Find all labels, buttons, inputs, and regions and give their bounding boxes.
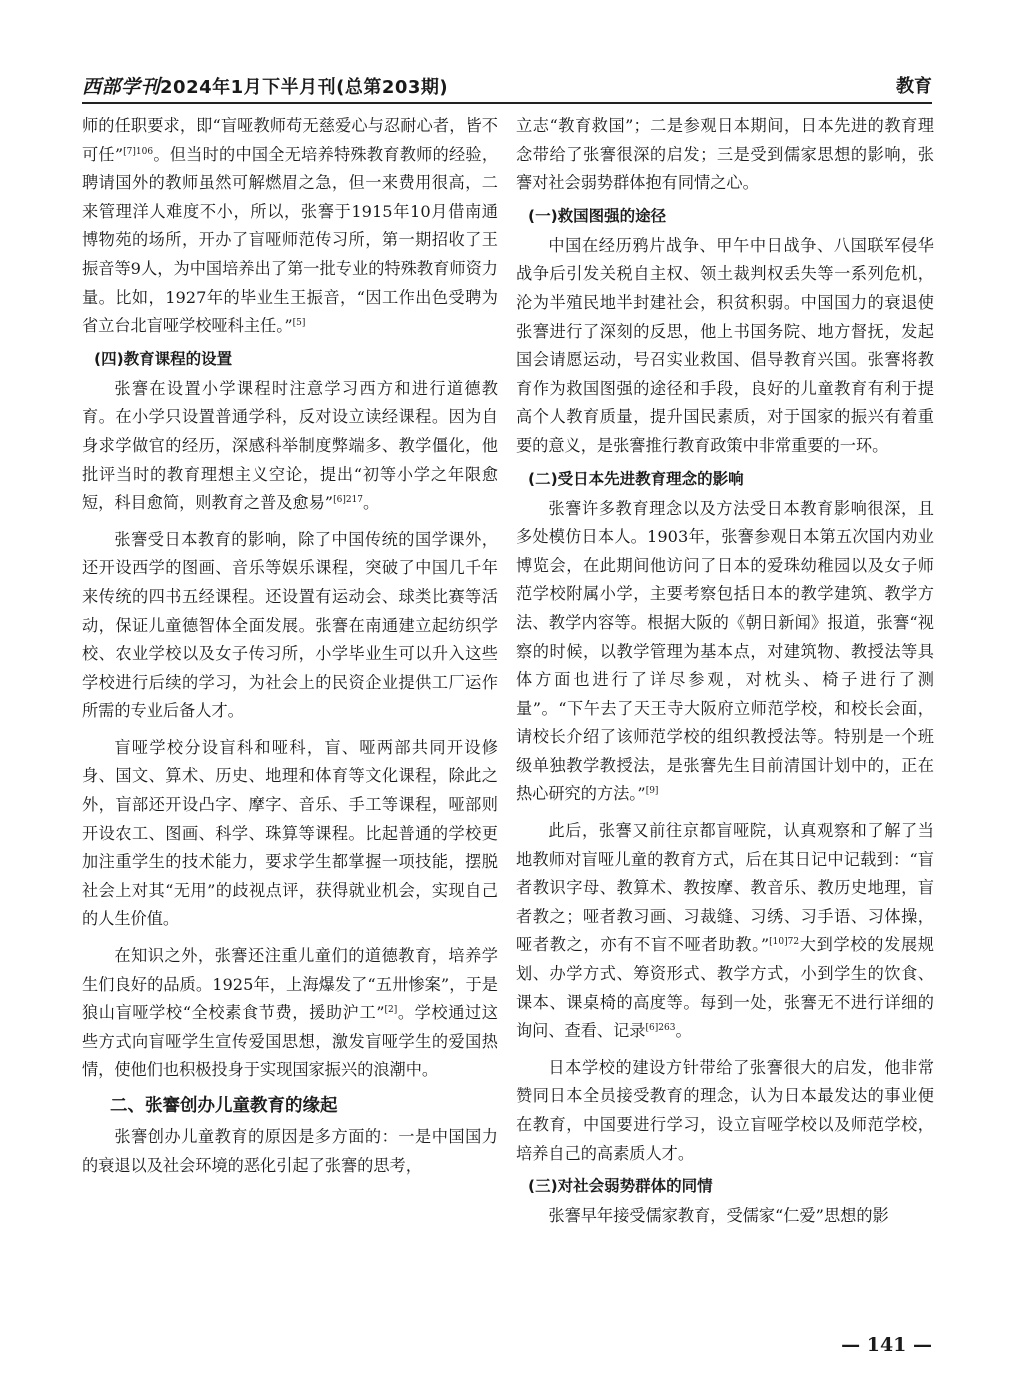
journal-issue: 2024年1月下半月刊(总第203期) — [160, 77, 449, 98]
page-header — [82, 66, 932, 104]
citation: [10]72 — [769, 937, 800, 948]
subsection-heading: (四)教育课程的设置 — [94, 349, 233, 368]
paragraph: 立志“教育救国”；二是参观日本期间，日本先进的教育理念带给了张謇很深的启发；三是受到儒家思想的影响，张謇对社会弱势群体抱有同情之心。 — [516, 116, 934, 193]
paragraph: 张謇许多教育理念以及方法受日本教育影响很深，且多处模仿日本人。1903年，张謇参观日本第五次国内劝业博览会，在此期间他访问了日本的爱珠幼稚园以及女子师范学校附属小学，主要考察包括日本的教学建筑、教学方法、教学内容等。根据大阪的《朝日新闻》报道，张謇“视察的时候，以教学管理为基本点，对建筑物、教授法等具体方面也进行了详尽参观，对枕头、椅子进行了测量”。“下午去了天王寺大阪府立师范学校，和校长会面，请校长介绍了该师范学校的组织教授法等。特别是一个班级单独教学教授法，是张謇先生目前清国计划中的，正在热心研究的方法。”[9] — [516, 498, 934, 804]
citation: [2] — [384, 1005, 398, 1016]
paragraph: 张謇早年接受儒家教育，受儒家“仁爱”思想的影 — [548, 1206, 889, 1226]
subsection-heading: (一)救国图强的途径 — [528, 206, 667, 225]
paragraph: 张謇创办儿童教育的原因是多方面的：一是中国国力的衰退以及社会环境的恶化引起了张謇的思考， — [82, 1127, 498, 1175]
paragraph: 张謇在设置小学课程时注意学习西方和进行道德教育。在小学只设置普通学科，反对设立读经课程。因为自身求学做官的经历，深感科举制度弊端多、教学僵化，他批评当时的教育理想主义空论，提出“初等小学之年限愈短，科目愈简，则教育之普及愈易”$^{[6]217}$。 — [82, 378, 498, 513]
right-column — [516, 112, 934, 1231]
paragraph: 中国在经历鸦片战争、甲午中日战争、八国联军侵华战争后引发关税自主权、领土裁判权丢失等一系列危机，沦为半殖民地半封建社会，积贫积弱。中国国力的衰退使张謇进行了深刻的反思，他上书国务院、地方督抚，发起国会请愿运动，号召实业救国、倡导教育兴国。张謇将教育作为救国图强的途径和手段，良好的儿童教育有利于提高个人教育质量，提升国民素质，对于国家的振兴有着重要的意义，是张謇推行教育政策中非常重要的一环。 — [516, 235, 934, 455]
citation: [9] — [645, 786, 659, 797]
paragraph: 在知识之外，张謇还注重儿童们的道德教育，培养学生们良好的品质。1925年，上海爆发了“五卅惨案”，于是狼山盲哑学校“全校素食节费，援助沪工”[2]。学校通过这些方式向盲哑学生宣传爱国思想，激发盲哑学生的爱国热情，使他们也积极投身于实现国家振兴的浪潮中。 — [82, 946, 498, 1080]
paragraph: 日本学校的建设方针带给了张謇很大的启发，他非常赞同日本全员接受教育的理念，认为日本最发达的事业便在教育，中国要进行学习，设立盲哑学校以及师范学校，培养自己的高素质人才。 — [516, 1057, 934, 1163]
paragraph: 盲哑学校分设盲科和哑科，盲、哑两部共同开设修身、国文、算术、历史、地理和体育等文化课程，除此之外，盲部还开设凸字、摩字、音乐、手工等课程，哑部则开设农工、图画、科学、珠算等课程。比起普通的学校更加注重学生的技术能力，要求学生都掌握一项技能，摆脱社会上对其“无用”的歧视点评，获得就业机会，实现自己的人生价值。 — [82, 737, 498, 929]
citation: [5] — [292, 318, 306, 329]
left-column — [82, 112, 498, 1180]
paragraph: 张謇受日本教育的影响，除了中国传统的国学课外，还开设西学的图画、音乐等娱乐课程，突破了中国几千年来传统的四书五经课程。还设置有运动会、球类比赛等活动，保证儿童德智体全面发展。张謇在南通建立起纺织学校、农业学校以及女子传习所，小学毕业生可以升入这些学校进行后续的学习，为社会上的民资企业提供工厂运作所需的专业后备人才。 — [82, 529, 498, 721]
subsection-heading: (二)受日本先进教育理念的影响 — [528, 469, 744, 488]
paragraph: 师的任职要求，即“盲哑教师苟无慈爱心与忍耐心者，皆不可任”$^{[7]106}$。但当时的中国全无培养特殊教育教师的经验，聘请国外的教师虽然可解燃眉之急，但一来费用很高，二来管理洋人难度不小，所以，张謇于1915年10月借南通博物苑的场所，开办了盲哑师范传习所，第一期招收了王振音等9人，为中国培养出了第一批专业的特殊教育师资力量。比如，1927年的毕业生王振音，“因工作出色受聘为省立台北盲哑学校哑科主任。”[5] — [82, 116, 499, 336]
subsection-heading: (三)对社会弱势群体的同情 — [528, 1177, 713, 1196]
citation: [6]263 — [645, 1023, 676, 1034]
section-name: 教育 — [896, 76, 932, 97]
page-number: — 141 — — [841, 1334, 932, 1356]
paragraph: 此后，张謇又前往京都盲哑院，认真观察和了解了当地教师对盲哑儿童的教育方式，后在其日记中记载到：“盲者教识字母、教算术、教按摩、教音乐、教历史地理，盲者教之；哑者教习画、习裁缝、习绣、习手语、习体操，哑者教之，亦有不盲不哑者助教。”$^{[10]72}$大到学校的发展规划、办学方式、筹资形式、教学方式，小到学生的饮食、课本、课桌椅的高度等。每到一处，张謇无不进行详细的询问、查看、记录$^{[6]263}$。 — [516, 821, 934, 1041]
citation: [7]106 — [123, 146, 154, 157]
citation: [6]217 — [333, 495, 364, 506]
journal-title — [82, 72, 448, 99]
journal-logo: 西部学刊 — [82, 76, 161, 98]
section-heading: 二、张謇创办儿童教育的缘起 — [110, 1096, 338, 1116]
